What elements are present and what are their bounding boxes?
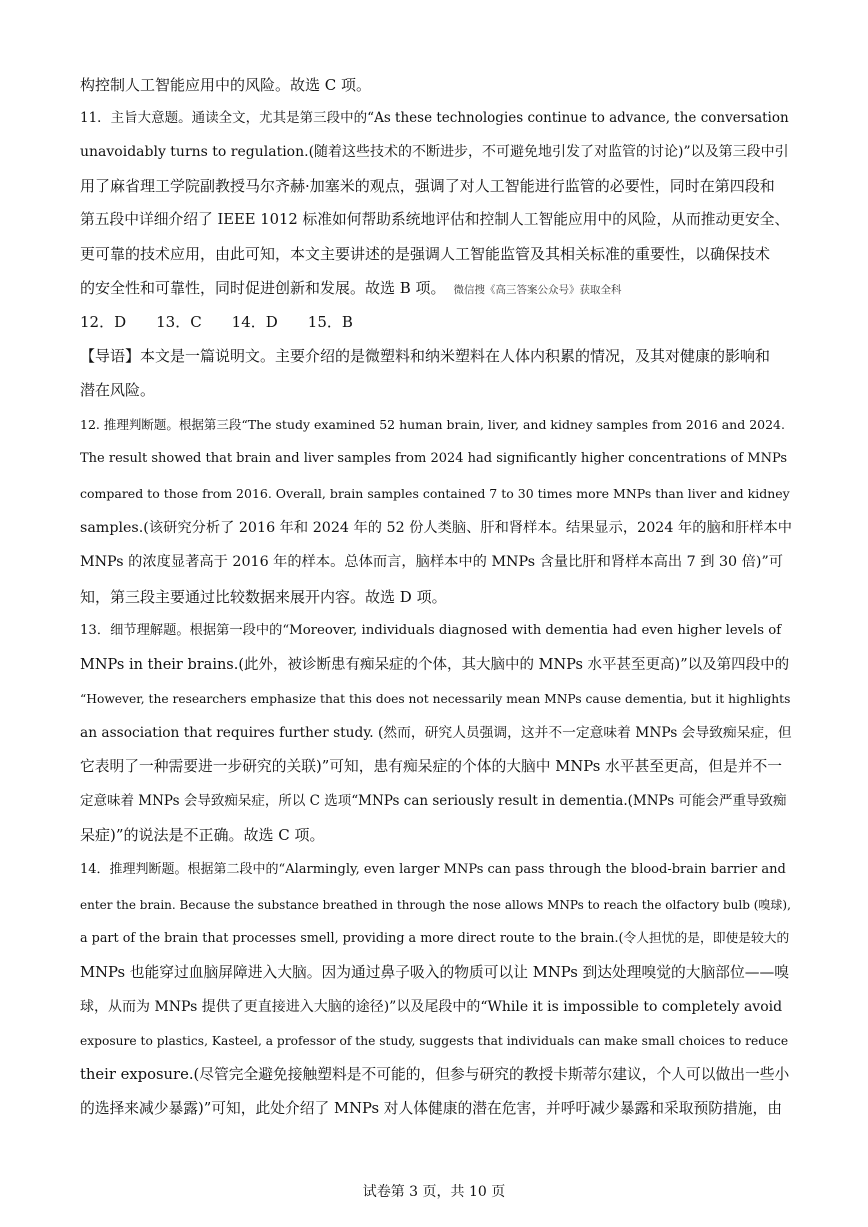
text-line: compared to those from 2016. Overall, brain samples contained 7 to 30 times more MNPs than liver and kidney	[80, 486, 790, 501]
text-line: their exposure.(尽管完全避免接触塑料是不可能的，但参与研究的教授卡斯蒂尔建议，个人可以做出一些小	[80, 1066, 790, 1083]
text-line: an association that requires further study. (然而，研究人员强调，这并不一定意味着 MNPs 会导致痴呆症，但	[80, 725, 792, 741]
text-line: 知，第三段主要通过比较数据来展开内容。故选 D 项。	[80, 588, 447, 606]
text-line: “However, the researchers emphasize that this does not necessarily mean MNPs cause dementia, but it highlights	[80, 692, 791, 706]
text-line: 11．主旨大意题。通读全文，尤其是第三段中的“As these technologies continue to advance, the conversation	[80, 110, 789, 126]
text-line: 12. 推理判断题。根据第三段“The study examined 52 human brain, liver, and kidney samples from 2016 and 2024.	[80, 417, 785, 432]
watermark-text: 微信搜《高三答案公众号》获取全科	[453, 284, 622, 296]
text-line: exposure to plastics, Kasteel, a professor of the study, suggests that individuals can make small choices to reduce	[80, 1034, 789, 1048]
text-line: 呆症)”的说法是不正确。故选 C 项。	[80, 826, 325, 844]
text-line: 它表明了一种需要进一步研究的关联)”可知，患有痴呆症的个体的大脑中 MNPs 水平甚至更高，但是并不一	[80, 758, 783, 775]
text-line: 潜在风险。	[80, 381, 156, 399]
page-footer: 试卷第 3 页，共 10 页	[362, 1184, 506, 1200]
text-line: a part of the brain that processes smell, providing a more direct route to the brain.(令人担忧的是，即使是较大的	[80, 931, 790, 946]
text-line: enter the brain. Because the substance breathed in through the nose allows MNPs to reach the olfactory bulb (嗅球),	[80, 898, 791, 912]
text-line: 的选择来减少暴露)”可知，此处介绍了 MNPs 对人体健康的潜在危害，并呼吁减少暴露和采取预防措施，由	[80, 1100, 783, 1117]
text-line: unavoidably turns to regulation.(随着这些技术的不断进步，不可避免地引发了对监管的讨论)”以及第三段中引	[80, 144, 789, 160]
text-line: 【导语】本文是一篇说明文。主要介绍的是微塑料和纳米塑料在人体内积累的情况，及其对健康的影响和	[80, 347, 771, 365]
text-line: The result showed that brain and liver samples from 2024 had significantly higher concentrations of MNPs	[80, 451, 788, 466]
text-line	[80, 273, 792, 303]
text-line: 第五段中详细介绍了 IEEE 1012 标准如何帮助系统地评估和控制人工智能应用中的风险，从而推动更安全、	[80, 211, 790, 228]
text-line: samples.(该研究分析了 2016 年和 2024 年的 52 份人类脑、肝和肾样本。结果显示，2024 年的脑和肝样本中	[80, 520, 792, 536]
text-line: 球，从而为 MNPs 提供了更直接进入大脑的途径)”以及尾段中的“While it is impossible to completely avoid	[80, 999, 783, 1015]
text-line: MNPs 的浓度显著高于 2016 年的样本。总体而言，脑样本中的 MNPs 含量比肝和肾样本高出 7 到 30 倍)”可	[80, 554, 783, 570]
text-line: 13．细节理解题。根据第一段中的“Moreover, individuals diagnosed with dementia had even higher levels of	[80, 623, 782, 638]
text-line: 14．推理判断题。根据第二段中的“Alarmingly, even larger MNPs can pass through the blood-brain barrier and	[80, 862, 786, 877]
text-line: 定意味着 MNPs 会导致痴呆症，所以 C 选项“MNPs can seriously result in dementia.(MNPs 可能会严重导致痴	[80, 793, 787, 809]
text-line: MNPs in their brains.(此外，被诊断患有痴呆症的个体，其大脑中的 MNPs 水平甚至更高)”以及第四段中的	[80, 657, 790, 673]
text-line: 更可靠的技术应用，由此可知，本文主要讲述的是强调人工智能监管及其相关标准的重要性，以确保技术	[80, 245, 771, 263]
answer-key-line: 12．D 13．C 14．D 15．B	[80, 313, 353, 331]
text-line: MNPs 也能穿过血脑屏障进入大脑。因为通过鼻子吸入的物质可以让 MNPs 到达处理嗅觉的大脑部位——嗅	[80, 964, 790, 981]
text-line-content: 的安全性和可靠性，同时促进创新和发展。故选 B 项。	[80, 279, 446, 297]
text-line: 用了麻省理工学院副教授马尔齐赫·加塞米的观点，强调了对人工智能进行监管的必要性，同时在第四段和	[80, 177, 775, 195]
text-line: 构控制人工智能应用中的风险。故选 C 项。	[80, 76, 372, 94]
